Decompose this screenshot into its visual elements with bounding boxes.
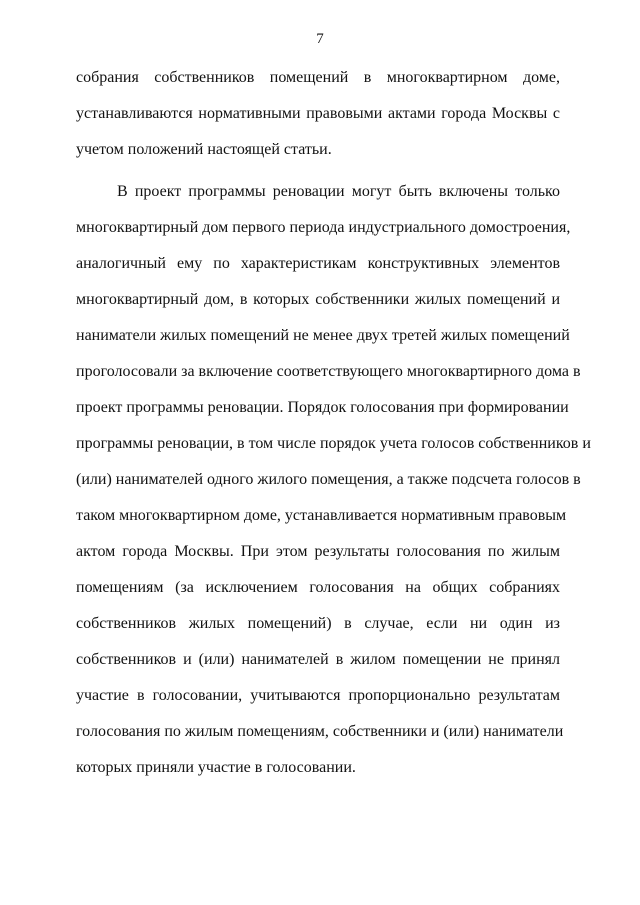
paragraph-continuation (76, 64, 560, 172)
text-line: многоквартирный дом, в которых собственники жилых помещений и (76, 291, 560, 308)
text-line: проект программы реновации. Порядок голосования при формировании (76, 399, 569, 416)
text-line: многоквартирный дом первого периода индустриального домостроения, (76, 219, 571, 236)
page-number: 7 (316, 31, 324, 47)
text-line: собственников и (или) нанимателей в жилом помещении не принял (76, 651, 560, 668)
text-line: (или) нанимателей одного жилого помещения, а также подсчета голосов в (76, 471, 581, 488)
text-line: собрания собственников помещений в многоквартирном доме, (76, 69, 560, 86)
text-line: которых приняли участие в голосовании. (76, 759, 356, 776)
text-line: аналогичный ему по характеристикам конструктивных элементов (76, 255, 560, 272)
paragraph-renovation-program (76, 178, 591, 790)
text-line: наниматели жилых помещений не менее двух третей жилых помещений (76, 327, 570, 344)
text-line: участие в голосовании, учитываются пропорционально результатам (76, 687, 560, 704)
text-line: проголосовали за включение соответствующего многоквартирного дома в (76, 363, 581, 380)
text-line: В проект программы реновации могут быть включены только (117, 183, 560, 200)
text-line: устанавливаются нормативными правовыми актами города Москвы с (76, 105, 560, 122)
text-line: программы реновации, в том числе порядок учета голосов собственников и (76, 435, 591, 452)
text-line: собственников жилых помещений) в случае, если ни один из (76, 615, 560, 632)
body-text (76, 64, 591, 790)
text-line: учетом положений настоящей статьи. (76, 141, 332, 158)
text-line: актом города Москвы. При этом результаты голосования по жилым (76, 543, 560, 560)
text-line: таком многоквартирном доме, устанавливается нормативным правовым (76, 507, 567, 524)
text-line: помещениям (за исключением голосования на общих собраниях (76, 579, 560, 596)
text-line: голосования по жилым помещениям, собственники и (или) наниматели (76, 723, 564, 740)
